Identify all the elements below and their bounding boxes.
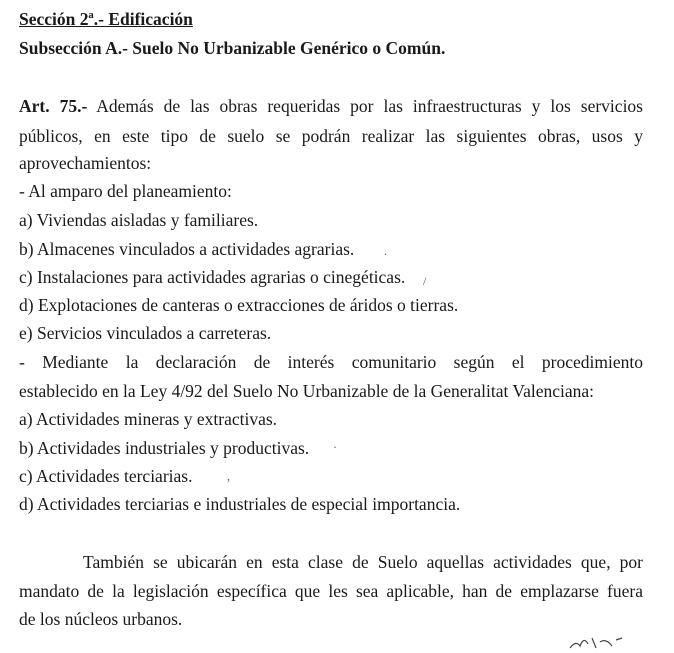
group1-item-c: c) Instalaciones para actividades agrarias o cinegéticas. bbox=[19, 267, 406, 287]
stray-mark-2: / bbox=[423, 274, 427, 288]
group2-item-b: b) Actividades industriales y productivas. bbox=[19, 438, 310, 458]
stray-mark-4: , bbox=[227, 469, 230, 483]
article-intro-line-3: aprovechamientos: bbox=[19, 153, 152, 173]
group1-heading: - Al amparo del planeamiento: bbox=[19, 181, 232, 201]
stray-mark-1: . bbox=[384, 244, 387, 258]
group1-item-a: a) Viviendas aisladas y familiares. bbox=[19, 210, 259, 230]
group2-item-a: a) Actividades mineras y extractivas. bbox=[19, 409, 278, 429]
closing-line-1 bbox=[19, 552, 643, 572]
subsection-title: Subsección A.- Suelo No Urbanizable Genérico o Común. bbox=[19, 38, 446, 58]
article-label: Art. 75.- bbox=[19, 96, 88, 116]
group1-item-e: e) Servicios vinculados a carreteras. bbox=[19, 323, 272, 343]
group2-item-c: c) Actividades terciarias. bbox=[19, 466, 193, 486]
section-title: Sección 2ª.- Edificación bbox=[19, 9, 193, 29]
article-intro-line-1 bbox=[19, 96, 643, 116]
group2-heading-line-1: - Mediante la declaración de interés comunitario según el procedimiento bbox=[19, 352, 643, 372]
signature-scribble-icon bbox=[566, 632, 626, 652]
closing-line-3: de los núcleos urbanos. bbox=[19, 609, 183, 629]
closing-line-1-text: También se ubicarán en esta clase de Suelo aquellas actividades que, por bbox=[83, 552, 643, 572]
group2-heading-line-2: establecido en la Ley 4/92 del Suelo No Urbanizable de la Generalitat Valenciana: bbox=[19, 381, 595, 401]
group1-item-d: d) Explotaciones de canteras o extracciones de áridos o tierras. bbox=[19, 295, 459, 315]
article-intro-text: Además de las obras requeridas por las infraestructuras y los servicios bbox=[96, 96, 643, 116]
group1-item-b: b) Almacenes vinculados a actividades agrarias. bbox=[19, 239, 355, 259]
group2-item-d: d) Actividades terciarias e industriales de especial importancia. bbox=[19, 494, 461, 514]
closing-line-2: mandato de la legislación específica que les sea aplicable, han de emplazarse fuera bbox=[19, 581, 643, 601]
stray-mark-3: · bbox=[333, 440, 337, 454]
article-intro-line-2: públicos, en este tipo de suelo se podrán realizar las siguientes obras, usos y bbox=[19, 126, 643, 146]
